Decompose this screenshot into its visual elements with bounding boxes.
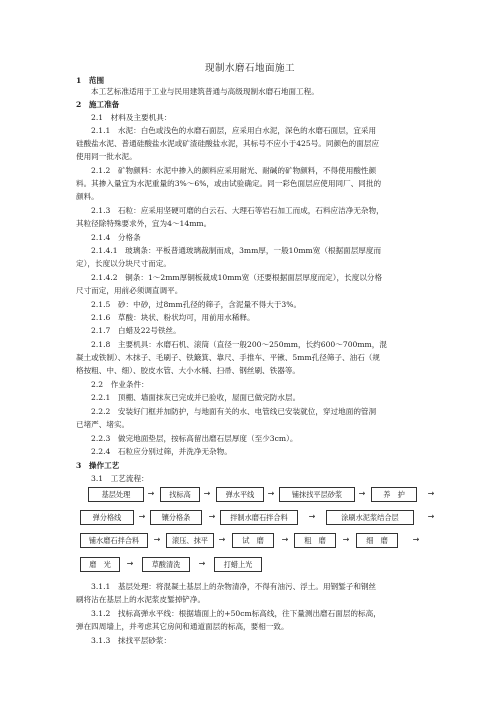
paragraph-line: 2.2.3 做完地面垫层，按标高留出磨石层厚度（至少3cm）。 bbox=[91, 434, 298, 443]
paragraph-line: 尺寸而定，用前必须调直调平。 bbox=[76, 286, 183, 295]
flow-step: 弹分格线 bbox=[80, 510, 134, 525]
paragraph-line: 3.1.2 找标高弹水平线：根据墙面上的+50cm标高线，往下量测出磨石面层的标高， bbox=[91, 609, 381, 618]
paragraph-line: 已堵严、堵实。 bbox=[76, 420, 130, 429]
paragraph-line: 使用同一批水泥。 bbox=[76, 152, 137, 161]
flow-arrow-icon: → bbox=[126, 559, 134, 568]
flow-step: 养 护 bbox=[371, 487, 417, 502]
paragraph-line: 硅酸盐水泥、普通硅酸盐水泥或矿渣硅酸盐水泥，其标号不应小于425号。同颜色的面层应 bbox=[76, 139, 380, 148]
paragraph-line: 3.1.1 基层处理：将混凝土基层上的杂物清净，不得有油污、浮土。用钢錾子和钢丝 bbox=[91, 582, 377, 591]
flow-arrow-icon: → bbox=[208, 512, 216, 521]
flow-arrow-icon: → bbox=[218, 535, 226, 544]
flow-step: 细 磨 bbox=[356, 533, 398, 548]
flow-arrow-icon: → bbox=[147, 489, 155, 498]
flow-step: 试 磨 bbox=[232, 533, 274, 548]
flow-step: 磨 光 bbox=[80, 557, 120, 572]
flow-arrow-icon: → bbox=[342, 535, 350, 544]
flow-step: 铺抹找平层砂浆 bbox=[279, 487, 355, 502]
flow-step: 镶分格条 bbox=[150, 510, 202, 525]
flow-step: 拌制水磨石拌合料 bbox=[220, 510, 298, 525]
paragraph-line: 2.1.1 水泥：白色或浅色的水磨石面层，应采用白水泥，深色的水磨石面层，宜采用 bbox=[91, 126, 377, 135]
paragraph-line: 2.1.8 主要机具：水磨石机、滚筒（直径一般200～250mm，长约600～700mm，混 bbox=[91, 340, 387, 349]
paragraph-line: 2.1.4 分格条 bbox=[91, 233, 141, 242]
paragraph-line: 3.1 工艺流程： bbox=[91, 474, 149, 483]
flow-arrow-icon: → bbox=[138, 512, 146, 521]
flow-arrow-icon: → bbox=[308, 512, 316, 521]
flow-arrow-icon: → bbox=[153, 535, 161, 544]
paragraph-line: 2.2.2 安装好门框并加防护，与地面有关的水、电管线已安装就位，穿过地面的管洞 bbox=[91, 407, 377, 416]
flow-step: 滚压、抹平 bbox=[166, 533, 214, 548]
paragraph-line: 2.1.5 砂：中砂，过8mm孔径的筛子，含泥量不得大于3%。 bbox=[91, 300, 302, 309]
paragraph-line: 2.2 作业条件： bbox=[91, 380, 149, 389]
section-heading: 1 范围 bbox=[76, 76, 105, 85]
flow-arrow-icon: → bbox=[281, 535, 289, 544]
flow-step: 涂刷水泥浆结合层 bbox=[326, 510, 414, 525]
paragraph-line: 本工艺标准适用于工业与民用建筑普通与高级现制水磨石地面工程。 bbox=[91, 87, 319, 96]
paragraph-line: 2.1.2 矿物颜料：水泥中掺入的颜料应采用耐光、耐碱的矿物颜料，不得使用酸性颜 bbox=[91, 166, 377, 175]
flow-step: 基层处理 bbox=[88, 487, 144, 502]
paragraph-line: 2.1.4.1 玻璃条：平板普通玻璃裁制而成，3mm厚，一般10mm宽（根据面层厚度而 bbox=[91, 246, 382, 255]
flow-step: 铺水磨石拌合料 bbox=[80, 533, 148, 548]
paragraph-line: 3.1.3 抹找平层砂浆： bbox=[91, 636, 172, 645]
paragraph-line: 凝土或铁制）、木抹子、毛刷子、铁簸箕、靠尺、手推车、平锹、5mm孔径筛子、油石（规 bbox=[76, 353, 380, 362]
paragraph-line: 2.1.4.2 铜条：1～2mm厚铜板裁成10mm宽（还要根据面层厚度而定），长度以分格 bbox=[91, 273, 383, 282]
paragraph-line: 2.1.7 白蜡及22号铁丝。 bbox=[91, 326, 181, 335]
paragraph-line: 定），长度以分块尺寸而定。 bbox=[76, 259, 171, 268]
flow-arrow-icon: → bbox=[267, 489, 275, 498]
paragraph-line: 2.2.4 石粒应分别过筛，并洗净无杂物。 bbox=[91, 447, 232, 456]
flow-step: 粗 磨 bbox=[294, 533, 336, 548]
paragraph-line: 2.1.6 草酸：块状、粉状均可，用前用水稀释。 bbox=[91, 313, 255, 322]
paragraph-line: 格按粗、中、细）、胶皮水管、大小水桶、扫帚、钢丝刷、铁器等。 bbox=[76, 366, 301, 375]
paragraph-line: 2.1.3 石粒：应采用坚硬可磨的白云石、大理石等岩石加工而成，石料应洁净无杂物， bbox=[91, 206, 384, 215]
paragraph-line: 弹在四周墙上，并考虑其它房间和通道面层的标高，要相一致。 bbox=[76, 622, 289, 631]
paragraph-line: 刷将沾在基层上的水泥浆皮錾掉铲净。 bbox=[76, 595, 206, 604]
flow-arrow-icon: → bbox=[412, 535, 420, 544]
flow-arrow-icon: → bbox=[203, 489, 211, 498]
flow-arrow-icon: → bbox=[198, 559, 206, 568]
paragraph-line: 料。其掺入量宜为水泥重量的3%～6%，或由试验确定。同一彩色面层应使用同厂、同批的 bbox=[76, 179, 382, 188]
paragraph-line: 2.2.1 顶棚、墙面抹灰已完成并已验收，屋面已做完防水层。 bbox=[91, 393, 301, 402]
paragraph-line: 颜料。 bbox=[76, 192, 99, 201]
section-heading: 3 操作工艺 bbox=[76, 461, 120, 470]
document-title: 现制水磨石地面施工 bbox=[204, 63, 295, 74]
flow-arrow-icon: → bbox=[427, 489, 435, 498]
flow-step: 弹水平线 bbox=[216, 487, 264, 502]
flow-arrow-icon: → bbox=[358, 489, 366, 498]
section-heading: 2 施工准备 bbox=[76, 100, 120, 109]
flow-step: 打蜡上光 bbox=[214, 557, 262, 572]
paragraph-line: 2.1 材料及主要机具： bbox=[91, 113, 172, 122]
flow-step: 找标高 bbox=[160, 487, 200, 502]
flow-step: 草酸清洗 bbox=[142, 557, 190, 572]
flow-arrow-icon: → bbox=[427, 512, 435, 521]
paragraph-line: 其粒径除特殊要求外，宜为4～14mm。 bbox=[76, 219, 212, 228]
